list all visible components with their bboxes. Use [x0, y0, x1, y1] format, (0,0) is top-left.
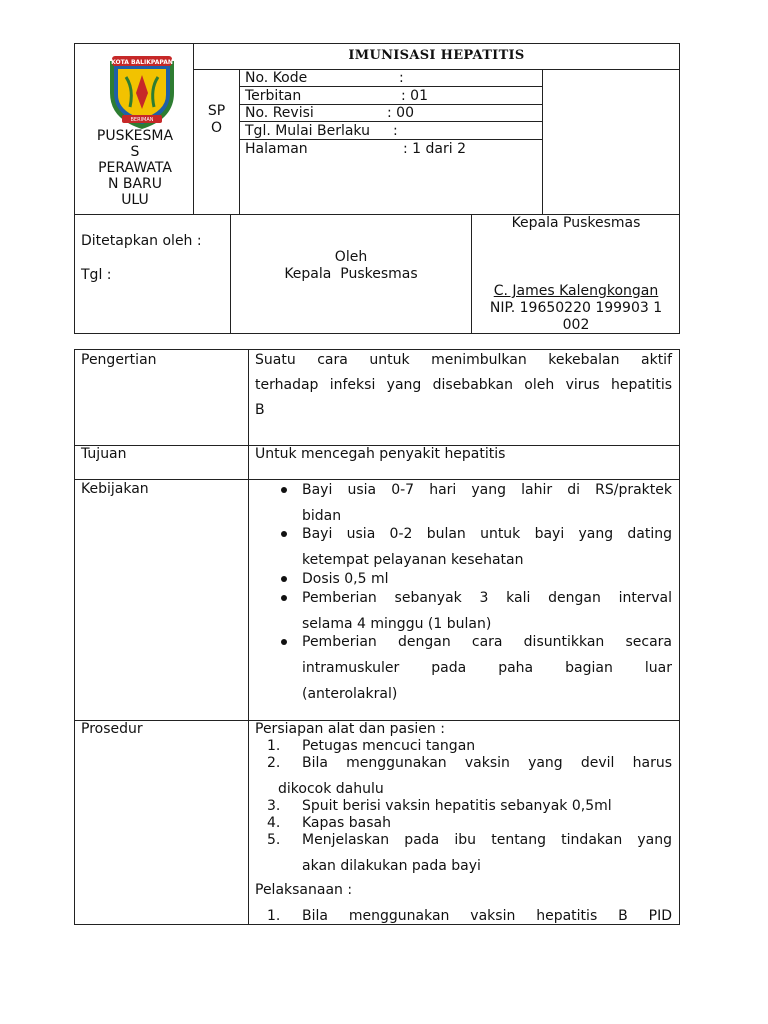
kepala-puskesmas-center: Kepala Puskesmas — [284, 266, 418, 282]
pelaksanaan-item-1-line-1: Bila menggunakan vaksin hepatitis B PID — [302, 908, 672, 924]
persiapan-num-4: 4. — [267, 815, 281, 831]
label-tujuan: Tujuan — [81, 446, 127, 462]
ditetapkan-oleh: Ditetapkan oleh : — [81, 233, 202, 249]
bullet-icon — [281, 531, 287, 537]
document-title: IMUNISASI HEPATITIS — [348, 48, 525, 63]
pelaksanaan-heading: Pelaksanaan : — [255, 882, 353, 898]
meta-value-tgl-mulai: : — [393, 123, 398, 139]
kebijakan-item-2-line-2: ketempat pelayanan kesehatan — [302, 552, 524, 568]
persiapan-num-2: 2. — [267, 755, 281, 771]
tujuan-text: Untuk mencegah penyakit hepatitis — [255, 446, 506, 462]
oleh-label: Oleh — [334, 249, 368, 265]
pengertian-line-2: terhadap infeksi yang disebabkan oleh virus hepatitis — [255, 377, 672, 393]
meta-label-tgl-mulai: Tgl. Mulai Berlaku — [245, 123, 370, 139]
label-pengertian: Pengertian — [81, 352, 157, 368]
persiapan-item-4: Kapas basah — [302, 815, 391, 831]
bullet-icon — [281, 576, 287, 582]
kebijakan-item-1-line-1: Bayi usia 0-7 hari yang lahir di RS/praktek — [302, 482, 672, 498]
pengertian-line-3: B — [255, 402, 265, 418]
persiapan-num-5: 5. — [267, 832, 281, 848]
label-prosedur: Prosedur — [81, 721, 143, 737]
bullet-icon — [281, 487, 287, 493]
pelaksanaan-num-1: 1. — [267, 908, 281, 924]
city-emblem-logo — [104, 53, 180, 131]
kebijakan-item-5-line-3: (anterolakral) — [302, 686, 398, 702]
logo-top-text: KOTA BALIKPAPAN — [111, 59, 173, 66]
meta-value-halaman: : 1 dari 2 — [403, 141, 466, 157]
meta-value-kode: : — [399, 70, 404, 86]
persiapan-heading: Persiapan alat dan pasien : — [255, 721, 445, 737]
signer-name: C. James Kalengkongan — [493, 283, 659, 299]
pengertian-line-1: Suatu cara untuk menimbulkan kekebalan aktif — [255, 352, 672, 368]
persiapan-item-2-line-2: dikocok dahulu — [278, 781, 384, 797]
nip-line-1: NIP. 19650220 199903 1 — [489, 300, 663, 316]
meta-value-revisi: : 00 — [387, 105, 414, 121]
meta-label-revisi: No. Revisi — [245, 105, 314, 121]
persiapan-item-3: Spuit berisi vaksin hepatitis sebanyak 0,5ml — [302, 798, 612, 814]
meta-label-terbitan: Terbitan — [245, 88, 302, 104]
persiapan-item-5-line-2: akan dilakukan pada bayi — [302, 858, 481, 874]
tgl-label: Tgl : — [81, 267, 112, 283]
persiapan-item-1: Petugas mencuci tangan — [302, 738, 476, 754]
bullet-icon — [281, 595, 287, 601]
spo-label: SP O — [207, 103, 226, 136]
meta-value-terbitan: : 01 — [401, 88, 428, 104]
meta-label-kode: No. Kode — [245, 70, 308, 86]
kebijakan-item-5-line-1: Pemberian dengan cara disuntikkan secara — [302, 634, 672, 650]
kebijakan-item-5-line-2: intramuskuler pada paha bagian luar — [302, 660, 672, 676]
kepala-puskesmas-right: Kepala Puskesmas — [511, 215, 641, 231]
org-name: PUSKESMA S PERAWATA N BARU ULU — [96, 128, 174, 208]
persiapan-item-5-line-1: Menjelaskan pada ibu tentang tindakan yang — [302, 832, 672, 848]
bullet-icon — [281, 639, 287, 645]
nip-line-2: 002 — [562, 317, 590, 333]
kebijakan-item-3: Dosis 0,5 ml — [302, 571, 389, 587]
persiapan-num-1: 1. — [267, 738, 281, 754]
logo-bottom-text: BERIMAN — [130, 117, 154, 123]
kebijakan-item-4-line-1: Pemberian sebanyak 3 kali dengan interval — [302, 590, 672, 606]
kebijakan-item-2-line-1: Bayi usia 0-2 bulan untuk bayi yang dating — [302, 526, 672, 542]
persiapan-num-3: 3. — [267, 798, 281, 814]
label-kebijakan: Kebijakan — [81, 481, 149, 497]
kebijakan-item-4-line-2: selama 4 minggu (1 bulan) — [302, 616, 492, 632]
persiapan-item-2-line-1: Bila menggunakan vaksin yang devil harus — [302, 755, 672, 771]
kebijakan-item-1-line-2: bidan — [302, 508, 342, 524]
meta-label-halaman: Halaman — [245, 141, 308, 157]
